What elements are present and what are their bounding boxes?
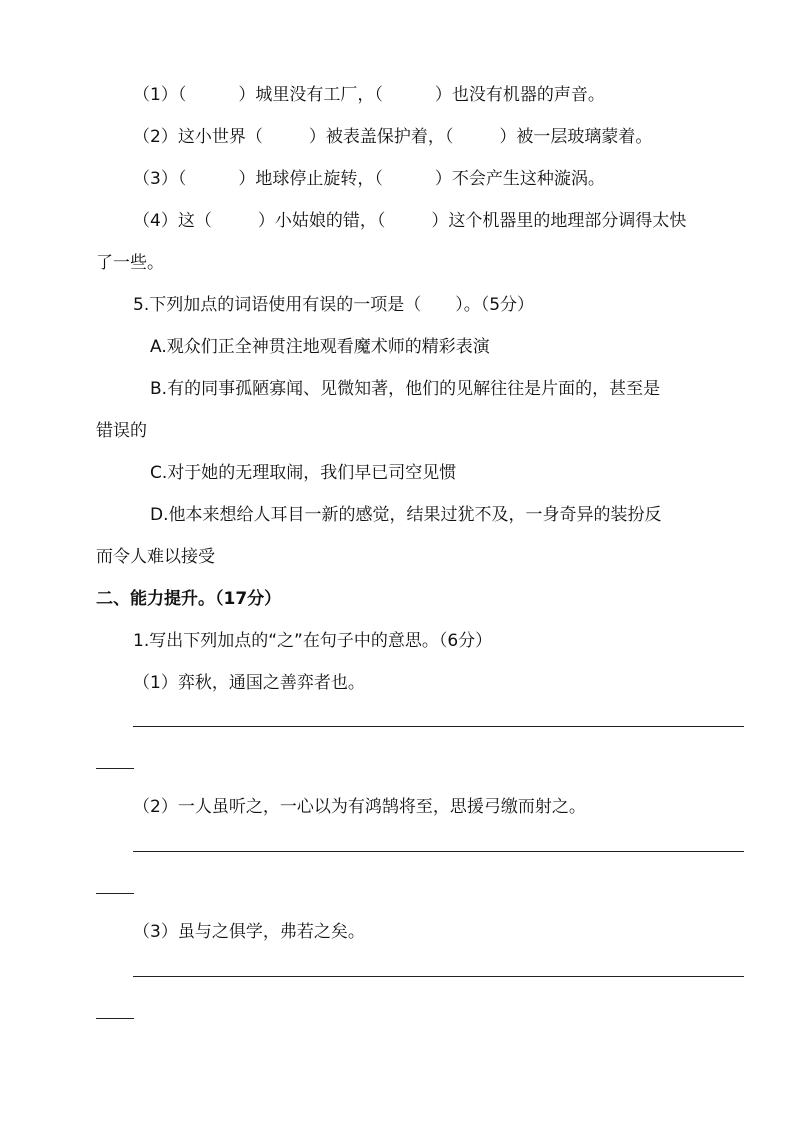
answer-line[interactable] <box>133 851 744 852</box>
section-2-q1-sub-2: （2）一人虽听之，一心以为有鸿鹄将至，思援弓缴而射之。 <box>133 797 586 817</box>
q5-option-b-continuation: 错误的 <box>96 421 147 441</box>
q4-item-4-continuation: 了一些。 <box>96 253 164 273</box>
answer-line[interactable] <box>133 726 744 727</box>
q4-item-3: （3）（ ）地球停止旋转，（ ）不会产生这种漩涡。 <box>133 169 605 189</box>
answer-line[interactable] <box>133 976 744 977</box>
q4-item-4: （4）这（ ）小姑娘的错，（ ）这个机器里的地理部分调得太快 <box>133 211 687 231</box>
answer-line-tail[interactable] <box>96 768 134 769</box>
answer-line-tail[interactable] <box>96 893 134 894</box>
q5-option-c[interactable]: C.对于她的无理取闹，我们早已司空见惯 <box>150 463 457 483</box>
section-2-q1-stem: 1.写出下列加点的“之”在句子中的意思。（6分） <box>133 631 493 651</box>
q5-option-a[interactable]: A.观众们正全神贯注地观看魔术师的精彩表演 <box>150 337 490 357</box>
q4-item-1: （1）（ ）城里没有工厂，（ ）也没有机器的声音。 <box>133 85 605 105</box>
q4-item-2: （2）这小世界（ ）被表盖保护着，（ ）被一层玻璃蒙着。 <box>133 127 653 147</box>
section-2-q1-sub-3: （3）虽与之俱学，弗若之矣。 <box>133 922 365 942</box>
answer-line-tail[interactable] <box>96 1018 134 1019</box>
q5-option-d[interactable]: D.他本来想给人耳目一新的感觉，结果过犹不及，一身奇异的装扮反 <box>150 505 662 525</box>
q5-option-b[interactable]: B.有的同事孤陋寡闻、见微知著，他们的见解往往是片面的，甚至是 <box>150 379 661 399</box>
q5-option-d-continuation: 而令人难以接受 <box>96 547 215 567</box>
section-2-title: 二、能力提升。（17分） <box>96 589 282 609</box>
section-2-q1-sub-1: （1）弈秋，通国之善弈者也。 <box>133 673 365 693</box>
q5-stem: 5.下列加点的词语使用有误的一项是（ ）。（5分） <box>133 295 535 315</box>
